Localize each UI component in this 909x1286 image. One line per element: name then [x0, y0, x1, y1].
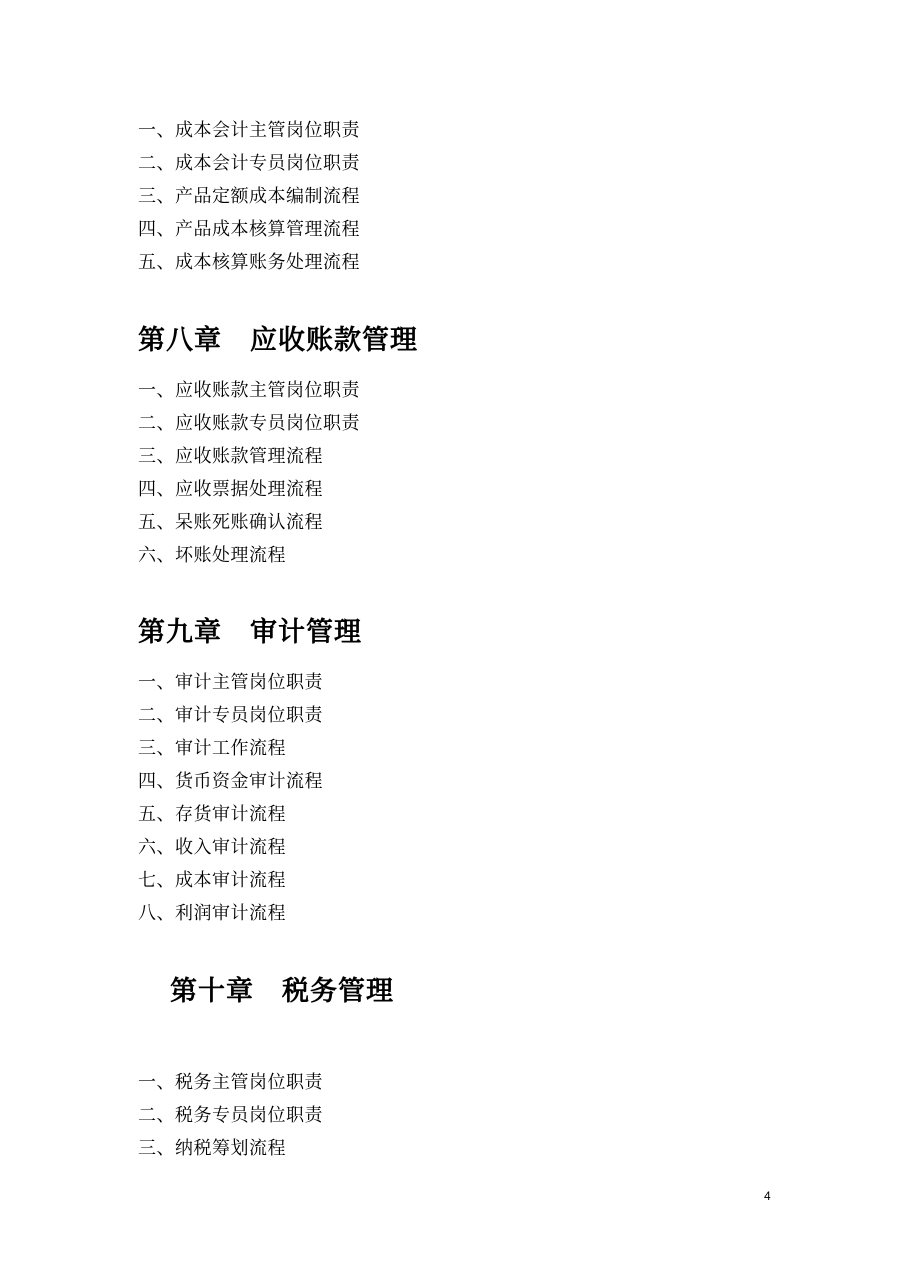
chapter8-title: 应收账款管理	[250, 325, 418, 356]
chapter8-number: 第八章	[138, 325, 222, 356]
list-item: 六、坏账处理流程	[138, 545, 286, 566]
list-item: 六、收入审计流程	[138, 837, 286, 858]
list-item: 七、成本审计流程	[138, 870, 286, 891]
list-item: 四、产品成本核算管理流程	[138, 219, 360, 240]
chapter9-number: 第九章	[138, 617, 222, 648]
chapter10-number: 第十章	[170, 976, 254, 1007]
list-item: 四、应收票据处理流程	[138, 479, 323, 500]
list-item: 一、应收账款主管岗位职责	[138, 380, 360, 401]
list-item: 一、成本会计主管岗位职责	[138, 120, 360, 141]
list-item: 一、审计主管岗位职责	[138, 672, 323, 693]
list-item: 三、产品定额成本编制流程	[138, 186, 360, 207]
list-item: 三、审计工作流程	[138, 738, 286, 759]
list-item: 二、成本会计专员岗位职责	[138, 153, 360, 174]
chapter9-title: 审计管理	[250, 617, 362, 648]
list-item: 五、呆账死账确认流程	[138, 512, 323, 533]
list-item: 四、货币资金审计流程	[138, 771, 323, 792]
list-item: 三、纳税筹划流程	[138, 1138, 286, 1159]
list-item: 一、税务主管岗位职责	[138, 1072, 323, 1093]
list-item: 二、税务专员岗位职责	[138, 1105, 323, 1126]
list-item: 二、审计专员岗位职责	[138, 705, 323, 726]
list-item: 八、利润审计流程	[138, 903, 286, 924]
list-item: 五、存货审计流程	[138, 804, 286, 825]
chapter10-heading	[170, 975, 394, 1009]
list-item: 五、成本核算账务处理流程	[138, 252, 360, 273]
list-item: 三、应收账款管理流程	[138, 446, 323, 467]
chapter10-title: 税务管理	[282, 976, 394, 1007]
page-number: 4	[764, 1189, 771, 1203]
chapter8-heading	[138, 324, 418, 358]
list-item: 二、应收账款专员岗位职责	[138, 413, 360, 434]
chapter9-heading	[138, 616, 362, 650]
